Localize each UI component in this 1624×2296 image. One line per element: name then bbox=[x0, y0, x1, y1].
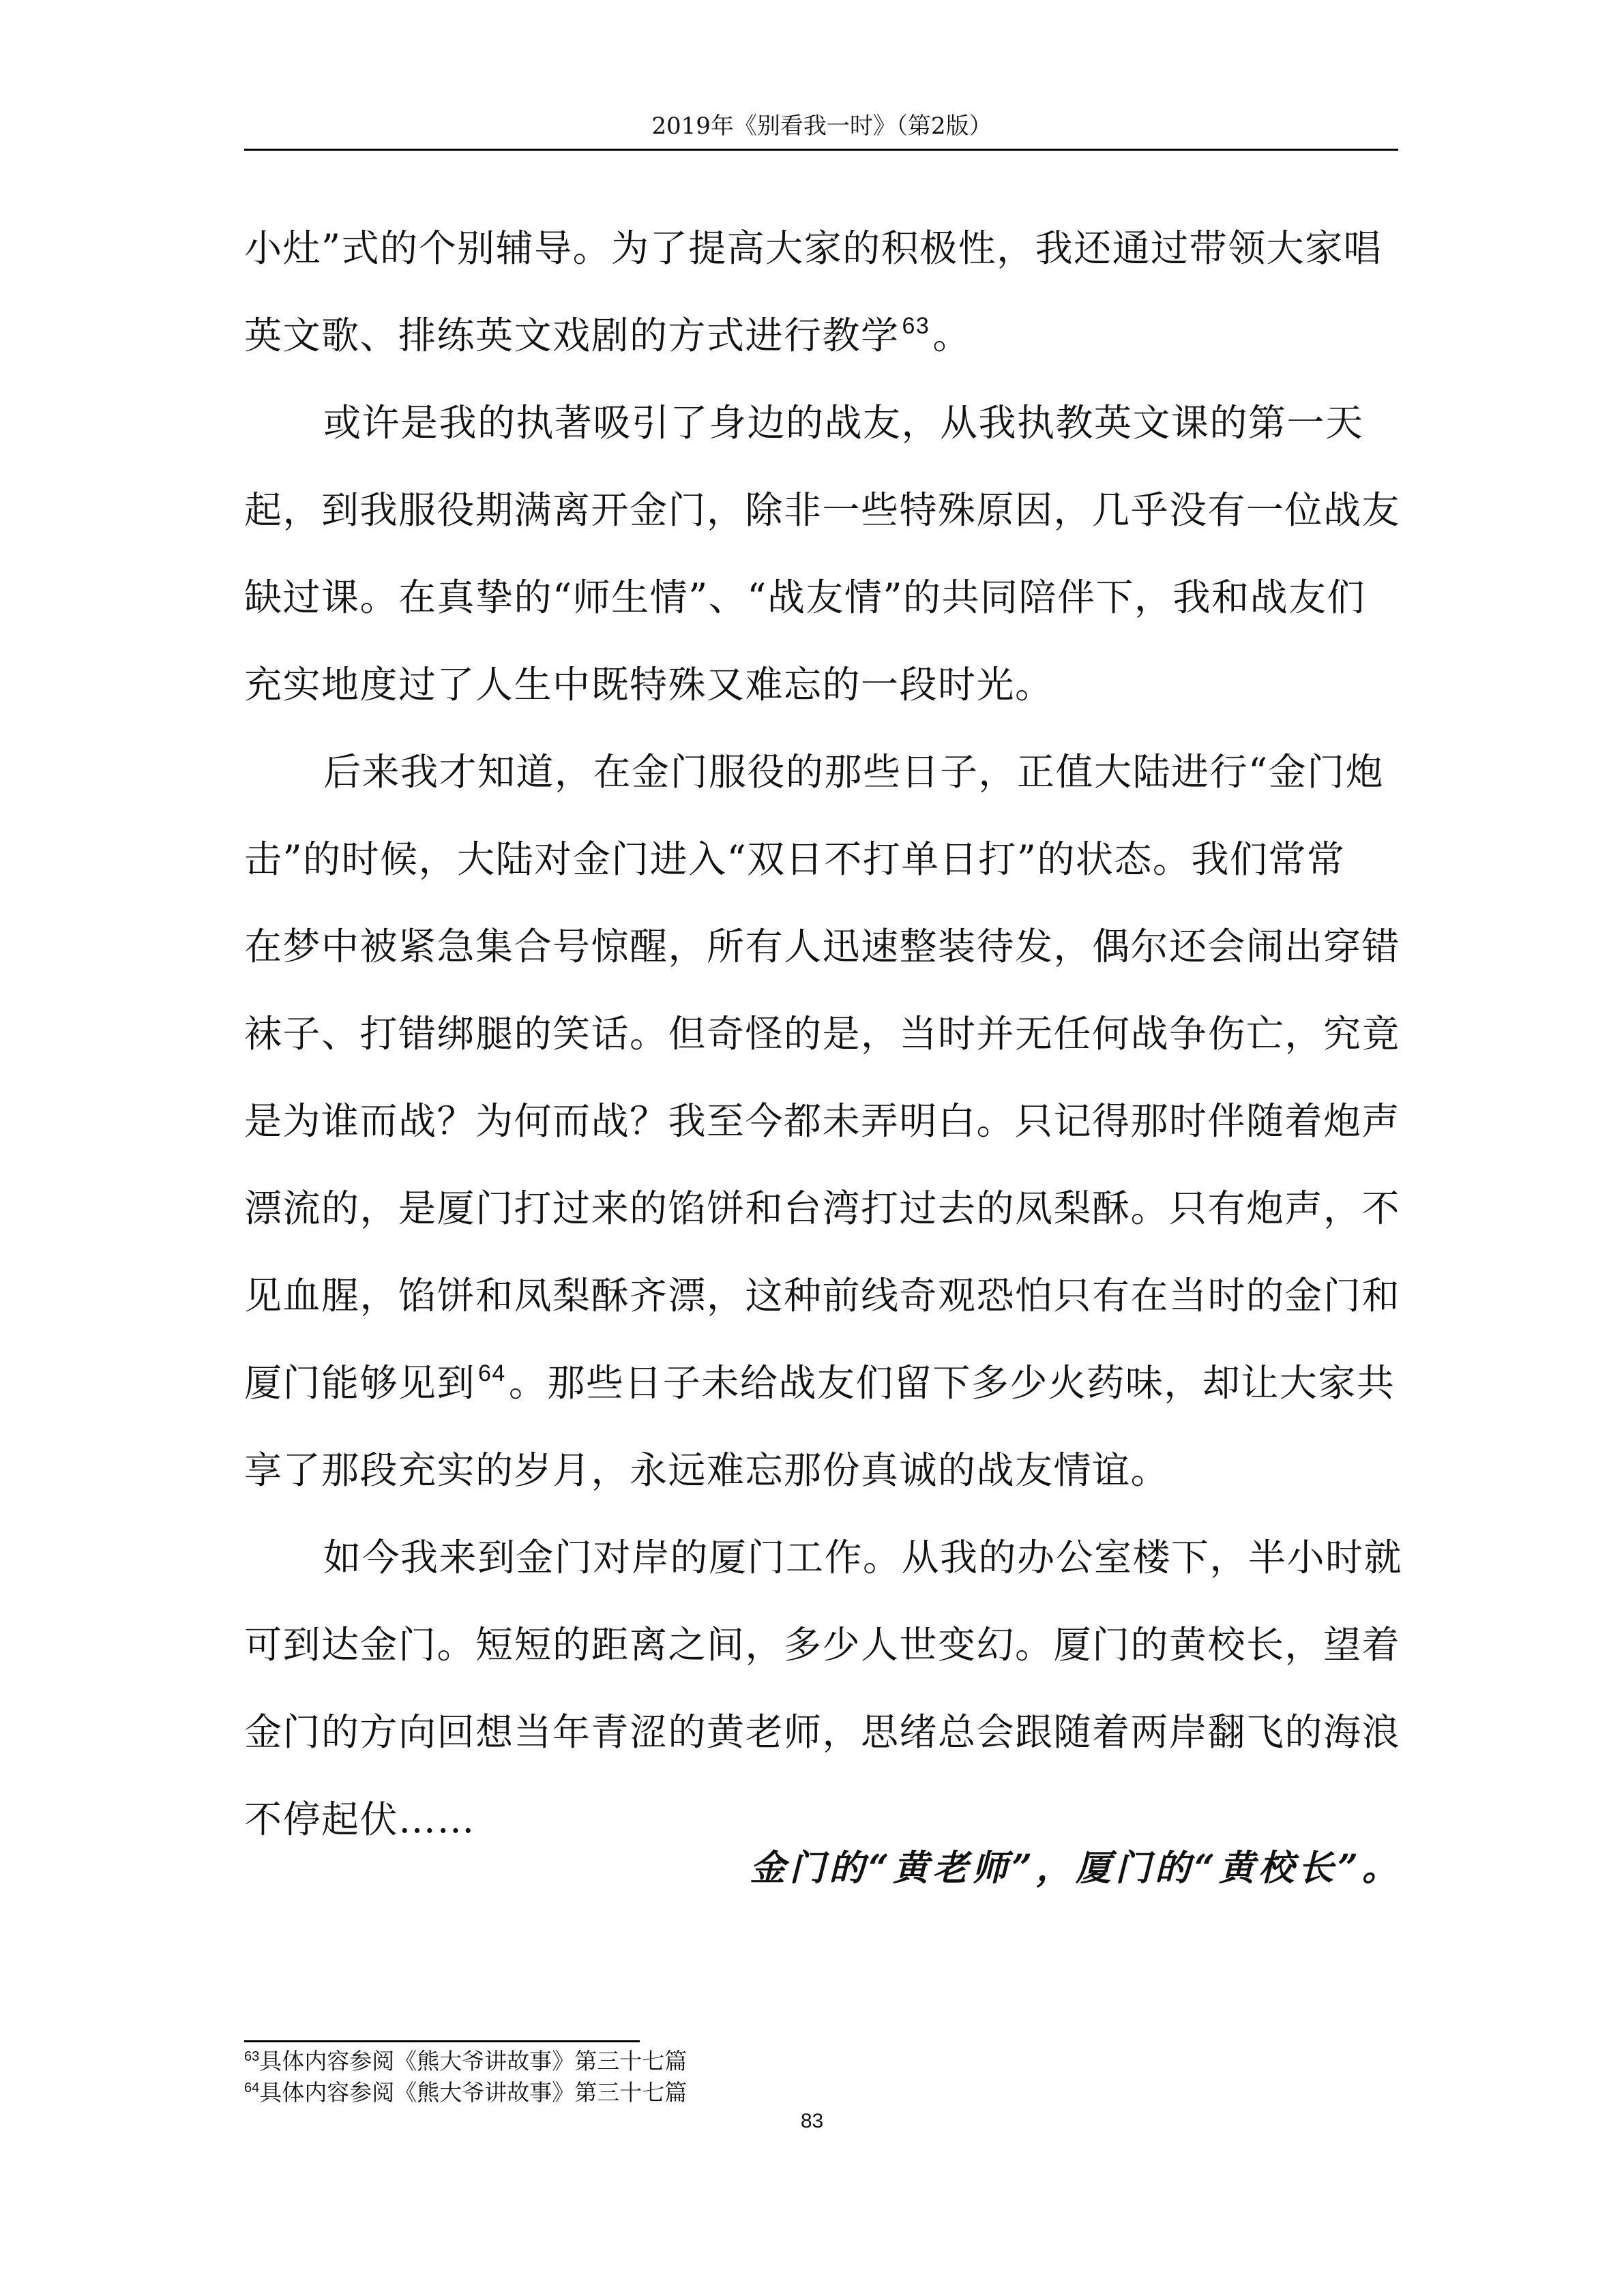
text-line: 在梦中被紧急集合号惊醒，所有人迅速整装待发，偶尔还会闹出穿错 bbox=[244, 925, 1401, 968]
text-line: 享了那段充实的岁月，永远难忘那份真诚的战友情谊。 bbox=[244, 1448, 1170, 1492]
footnote-ref-64[interactable]: 64 bbox=[478, 1360, 506, 1386]
text-line: 充实地度过了人生中既特殊又难忘的一段时光。 bbox=[244, 663, 1054, 706]
footnote-number: 64 bbox=[244, 2081, 260, 2096]
closing-line: 金门的“黄老师”，厦门的“黄校长”。 bbox=[750, 1847, 1402, 1889]
text-line: 如今我来到金门对岸的厦门工作。从我的办公室楼下，半小时就 bbox=[323, 1536, 1403, 1579]
text-line: 起，到我服役期满离开金门，除非一些特殊原因，几乎没有一位战友 bbox=[244, 488, 1401, 532]
text-line: 见血腥，馅饼和凤梨酥齐漂，这种前线奇观恐怕只有在当时的金门和 bbox=[244, 1274, 1401, 1317]
text-line: 是为谁而战？为何而战？我至今都未弄明白。只记得那时伴随着炮声 bbox=[244, 1099, 1401, 1143]
footnote-text: 具体内容参阅《熊大爷讲故事》第三十七篇 bbox=[259, 2079, 688, 2106]
text-line bbox=[244, 1339, 1404, 1427]
text-segment: 英文歌、排练英文戏剧的方式进行教学 bbox=[244, 314, 900, 357]
running-header: 2019年《别看我一时》（第2版） bbox=[651, 113, 992, 140]
paragraph-1 bbox=[244, 205, 1404, 379]
text-line: 击”的时候，大陆对金门进入“双日不打单日打”的状态。我们常常 bbox=[244, 837, 1346, 881]
footnote-63 bbox=[244, 2046, 687, 2077]
text-line: 可到达金门。短短的距离之间，多少人世变幻。厦门的黄校长，望着 bbox=[244, 1623, 1401, 1667]
text-line bbox=[244, 292, 1404, 379]
footnotes bbox=[244, 2046, 687, 2108]
text-segment: 。那些日子未给战友们留下多少火药味，却让大家共 bbox=[508, 1361, 1396, 1405]
text-line: 金门的方向回想当年青涩的黄老师，思绪总会跟随着两岸翻飞的海浪 bbox=[244, 1710, 1401, 1754]
footnote-ref-63[interactable]: 63 bbox=[902, 313, 930, 339]
paragraph-4 bbox=[244, 1514, 1404, 1863]
footnote-divider bbox=[244, 2040, 640, 2042]
text-segment: 厦门能够见到 bbox=[244, 1361, 476, 1405]
text-segment: 。 bbox=[932, 314, 971, 357]
text-line: 不停起伏…… bbox=[244, 1798, 476, 1841]
footnote-64 bbox=[244, 2077, 687, 2108]
page-number: 83 bbox=[800, 2110, 824, 2132]
body-text bbox=[244, 205, 1404, 1863]
header-divider bbox=[244, 149, 1398, 151]
text-line: 后来我才知道，在金门服役的那些日子，正值大陆进行“金门炮 bbox=[323, 750, 1385, 794]
text-line: 或许是我的执著吸引了身边的战友，从我执教英文课的第一天 bbox=[323, 401, 1364, 445]
text-line: 小灶”式的个别辅导。为了提高大家的积极性，我还通过带领大家唱 bbox=[244, 226, 1383, 270]
paragraph-3 bbox=[244, 728, 1404, 1514]
text-line: 缺过课。在真挚的“师生情”、“战友情”的共同陪伴下，我和战友们 bbox=[244, 576, 1365, 619]
footnote-text: 具体内容参阅《熊大爷讲故事》第三十七篇 bbox=[259, 2048, 688, 2074]
paragraph-2 bbox=[244, 379, 1404, 728]
footnote-number: 63 bbox=[244, 2049, 260, 2064]
text-line: 袜子、打错绑腿的笑话。但奇怪的是，当时并无任何战争伤亡，究竟 bbox=[244, 1012, 1401, 1056]
text-line: 漂流的，是厦门打过来的馅饼和台湾打过去的凤梨酥。只有炮声，不 bbox=[244, 1187, 1401, 1230]
